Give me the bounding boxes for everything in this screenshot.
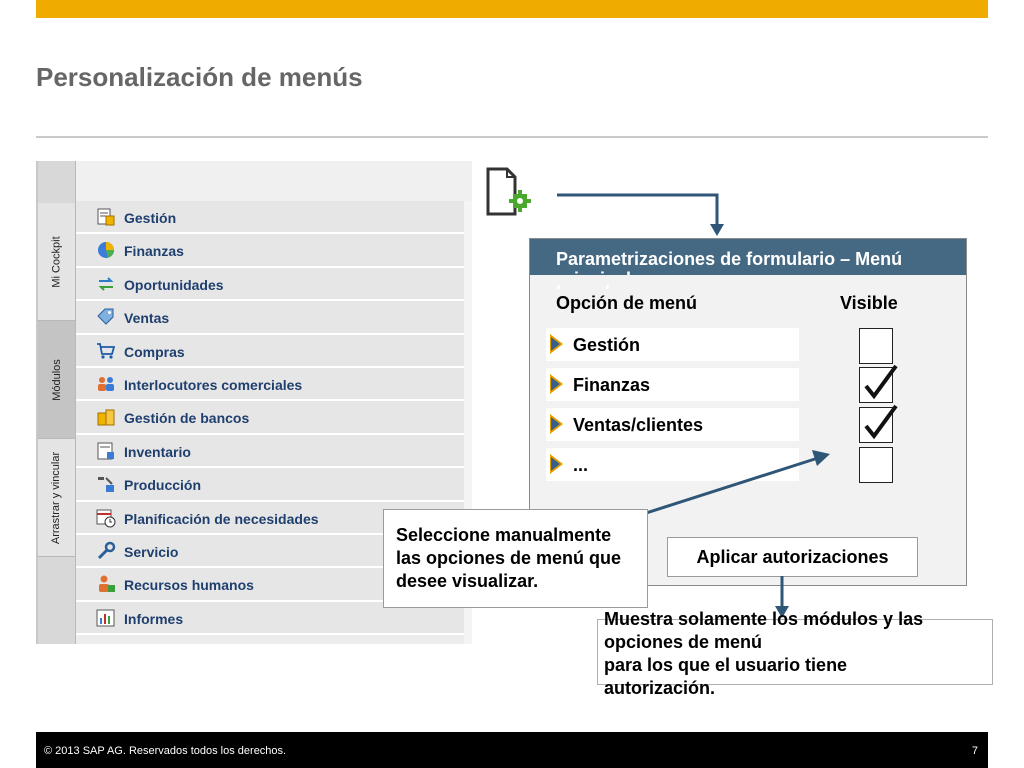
module-label: Interlocutores comerciales — [124, 376, 303, 393]
instruction-callout: Seleccione manualmente las opciones de menú que desee visualizar. — [383, 509, 648, 608]
tab-arrastrar-vincular[interactable] — [38, 439, 75, 557]
triangle-bullet-inner-icon — [551, 417, 560, 431]
tag-icon — [96, 307, 116, 327]
page-number: 7 — [971, 745, 978, 757]
title-divider — [36, 136, 988, 138]
report-icon — [96, 608, 116, 628]
triangle-bullet-inner-icon — [551, 457, 560, 471]
module-label: Gestión — [124, 210, 177, 226]
module-item-gestion-bancos[interactable] — [76, 401, 464, 434]
module-label: Ventas — [124, 310, 170, 327]
module-label: Compras — [124, 343, 185, 360]
visible-checkbox[interactable] — [859, 367, 893, 403]
checkmark-icon — [860, 364, 900, 406]
module-label: Finanzas — [124, 243, 184, 260]
inventory-icon — [96, 441, 116, 461]
connector-arrow — [555, 190, 735, 240]
module-item-inventario[interactable] — [76, 435, 464, 468]
module-label: Planificación de necesidades — [124, 510, 319, 527]
pie-chart-icon — [96, 240, 116, 260]
module-label: Oportunidades — [124, 276, 224, 293]
vertical-tab-strip — [38, 161, 76, 644]
triangle-bullet-inner-icon — [551, 337, 560, 351]
module-label: Informes — [124, 610, 184, 627]
menu-option-row[interactable] — [546, 328, 799, 361]
production-icon — [96, 474, 116, 494]
menu-option-row[interactable] — [546, 368, 799, 401]
menu-option-label: Ventas/clientes — [573, 415, 704, 435]
tab-label: Módulos — [50, 358, 63, 401]
tab-mi-cockpit[interactable] — [38, 203, 75, 321]
wrench-icon — [96, 541, 116, 561]
menu-option-label: Gestión — [573, 335, 641, 355]
footer-copyright: © 2013 SAP AG. Reservados todos los derechos. — [44, 745, 287, 757]
menu-option-label: Finanzas — [573, 375, 651, 395]
planning-icon — [96, 508, 116, 528]
module-item-ventas[interactable] — [76, 301, 464, 334]
visible-checkbox[interactable] — [859, 407, 893, 443]
tab-label: Arrastrar y vincular — [50, 451, 63, 544]
coins-icon — [96, 407, 116, 427]
module-item-interlocutores[interactable] — [76, 368, 464, 401]
module-label: Inventario — [124, 443, 191, 460]
module-label: Recursos humanos — [124, 577, 254, 594]
result-callout-text: Muestra solamente los módulos y las opciones de menú para los que el usuario tiene autorización. — [604, 609, 924, 698]
dialog-title: Parametrizaciones de formulario – Menú — [556, 249, 903, 269]
module-item-produccion[interactable] — [76, 468, 464, 501]
person-icon — [96, 574, 116, 594]
cart-icon — [96, 341, 116, 361]
module-item-compras[interactable] — [76, 335, 464, 368]
column-header-visible: Visible — [840, 293, 898, 313]
tab-label: Mi Cockpit — [50, 235, 63, 288]
dialog-header-mask — [530, 275, 966, 285]
menu-option-label: ... — [573, 455, 589, 475]
top-accent-bar — [36, 0, 988, 18]
module-item-finanzas[interactable] — [76, 234, 464, 267]
module-item-gestion[interactable] — [76, 201, 464, 234]
administration-icon — [96, 207, 116, 227]
nav-panel-header — [76, 161, 472, 201]
module-label: Gestión de bancos — [124, 410, 250, 427]
apply-authorizations-button[interactable]: Aplicar autorizaciones — [667, 537, 918, 577]
module-label: Producción — [124, 477, 202, 494]
tab-modulos[interactable] — [38, 321, 75, 439]
footer-bar — [36, 732, 988, 768]
people-icon — [96, 374, 116, 394]
slide-title: Personalización de menús — [36, 62, 363, 92]
column-header-option: Opción de menú — [556, 293, 698, 313]
visible-checkbox[interactable] — [859, 328, 893, 364]
module-item-oportunidades[interactable] — [76, 268, 464, 301]
document-settings-icon — [485, 166, 533, 222]
module-label: Servicio — [124, 543, 179, 560]
triangle-bullet-inner-icon — [551, 377, 560, 391]
checkmark-icon — [860, 404, 900, 446]
visible-checkbox[interactable] — [859, 447, 893, 483]
menu-option-row[interactable] — [546, 408, 799, 441]
arrows-icon — [96, 274, 116, 294]
